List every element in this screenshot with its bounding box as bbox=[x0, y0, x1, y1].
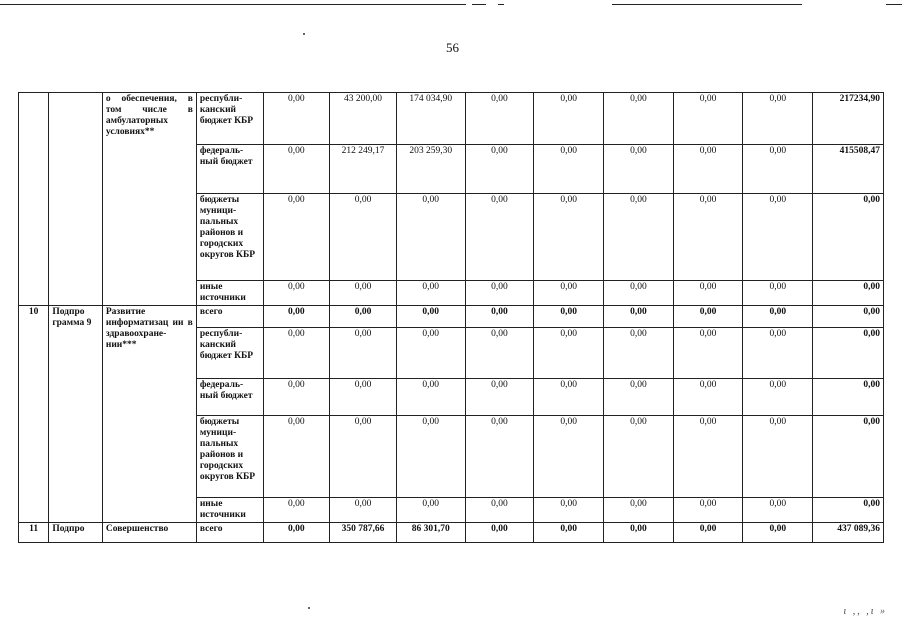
total-cell: 0,00 bbox=[813, 328, 884, 379]
value-cell: 0,00 bbox=[604, 93, 674, 145]
value-cell: 0,00 bbox=[465, 379, 534, 416]
value-cell: 0,00 bbox=[673, 379, 743, 416]
value-cell: 0,00 bbox=[534, 145, 604, 194]
value-cell: 0,00 bbox=[743, 145, 813, 194]
value-cell: 0,00 bbox=[330, 306, 397, 328]
top-rule bbox=[498, 4, 504, 5]
value-cell: 0,00 bbox=[465, 498, 534, 523]
value-cell: 0,00 bbox=[263, 145, 330, 194]
value-cell: 174 034,90 bbox=[396, 93, 465, 145]
value-cell: 0,00 bbox=[604, 306, 674, 328]
value-cell: 0,00 bbox=[534, 194, 604, 281]
top-rule bbox=[472, 4, 486, 5]
funding-source-cell: республи-канский бюджет КБР bbox=[196, 328, 263, 379]
value-cell: 0,00 bbox=[673, 93, 743, 145]
value-cell: 0,00 bbox=[673, 416, 743, 498]
footer-marks: ι ,, ,ι » bbox=[843, 606, 887, 617]
value-cell: 0,00 bbox=[604, 194, 674, 281]
value-cell: 0,00 bbox=[330, 498, 397, 523]
value-cell: 0,00 bbox=[330, 379, 397, 416]
value-cell: 0,00 bbox=[534, 93, 604, 145]
value-cell: 0,00 bbox=[743, 379, 813, 416]
value-cell: 0,00 bbox=[604, 498, 674, 523]
value-cell: 0,00 bbox=[534, 416, 604, 498]
value-cell: 0,00 bbox=[604, 328, 674, 379]
value-cell: 0,00 bbox=[396, 498, 465, 523]
value-cell: 0,00 bbox=[534, 523, 604, 543]
scan-speck bbox=[303, 33, 305, 35]
value-cell: 0,00 bbox=[465, 523, 534, 543]
value-cell: 0,00 bbox=[743, 416, 813, 498]
value-cell: 0,00 bbox=[743, 328, 813, 379]
value-cell: 0,00 bbox=[673, 523, 743, 543]
value-cell: 0,00 bbox=[330, 328, 397, 379]
value-cell: 0,00 bbox=[263, 379, 330, 416]
total-cell: 0,00 bbox=[813, 416, 884, 498]
value-cell: 0,00 bbox=[263, 498, 330, 523]
value-cell: 0,00 bbox=[743, 281, 813, 306]
total-cell: 0,00 bbox=[813, 379, 884, 416]
funding-source-cell: всего bbox=[196, 306, 263, 328]
funding-source-cell: федераль-ный бюджет bbox=[196, 145, 263, 194]
value-cell: 0,00 bbox=[673, 328, 743, 379]
value-cell: 0,00 bbox=[465, 281, 534, 306]
total-cell: 0,00 bbox=[813, 194, 884, 281]
funding-source-cell: всего bbox=[196, 523, 263, 543]
value-cell: 0,00 bbox=[604, 379, 674, 416]
value-cell: 0,00 bbox=[263, 328, 330, 379]
total-cell: 0,00 bbox=[813, 281, 884, 306]
table-row bbox=[19, 523, 884, 543]
value-cell: 0,00 bbox=[396, 379, 465, 416]
value-cell: 0,00 bbox=[263, 281, 330, 306]
value-cell: 0,00 bbox=[263, 194, 330, 281]
value-cell: 0,00 bbox=[396, 281, 465, 306]
value-cell: 0,00 bbox=[465, 93, 534, 145]
table-row bbox=[19, 93, 884, 145]
program-title-cell: о обеспечения, в том числе в амбулаторных условиях** bbox=[102, 93, 196, 306]
total-cell: 0,00 bbox=[813, 498, 884, 523]
table-row bbox=[19, 306, 884, 328]
total-cell: 415508,47 bbox=[813, 145, 884, 194]
funding-source-cell: иные источники bbox=[196, 498, 263, 523]
value-cell: 0,00 bbox=[330, 416, 397, 498]
value-cell: 43 200,00 bbox=[330, 93, 397, 145]
value-cell: 0,00 bbox=[263, 93, 330, 145]
value-cell: 0,00 bbox=[673, 145, 743, 194]
value-cell: 0,00 bbox=[673, 306, 743, 328]
value-cell: 0,00 bbox=[263, 306, 330, 328]
program-cell bbox=[49, 93, 103, 306]
value-cell: 0,00 bbox=[604, 145, 674, 194]
value-cell: 203 259,30 bbox=[396, 145, 465, 194]
funding-source-cell: бюджеты муници-пальных районов и городских округов КБР bbox=[196, 416, 263, 498]
program-title-cell: Развитие информатизац ии в здравоохране-нии*** bbox=[102, 306, 196, 523]
value-cell: 0,00 bbox=[604, 281, 674, 306]
value-cell: 0,00 bbox=[263, 523, 330, 543]
value-cell: 0,00 bbox=[396, 416, 465, 498]
value-cell: 212 249,17 bbox=[330, 145, 397, 194]
value-cell: 0,00 bbox=[673, 194, 743, 281]
value-cell: 0,00 bbox=[396, 194, 465, 281]
value-cell: 0,00 bbox=[534, 281, 604, 306]
program-title-cell: Совершенство bbox=[102, 523, 196, 543]
value-cell: 0,00 bbox=[330, 281, 397, 306]
value-cell: 0,00 bbox=[396, 328, 465, 379]
value-cell: 0,00 bbox=[534, 306, 604, 328]
funding-source-cell: республи-канский бюджет КБР bbox=[196, 93, 263, 145]
value-cell: 350 787,66 bbox=[330, 523, 397, 543]
value-cell: 0,00 bbox=[396, 306, 465, 328]
total-cell: 437 089,36 bbox=[813, 523, 884, 543]
total-cell: 217234,90 bbox=[813, 93, 884, 145]
budget-table bbox=[18, 92, 884, 543]
value-cell: 0,00 bbox=[534, 328, 604, 379]
funding-source-cell: иные источники bbox=[196, 281, 263, 306]
funding-source-cell: федераль-ный бюджет bbox=[196, 379, 263, 416]
value-cell: 0,00 bbox=[743, 194, 813, 281]
table-body bbox=[19, 93, 884, 543]
value-cell: 0,00 bbox=[534, 379, 604, 416]
top-rule bbox=[886, 4, 902, 5]
value-cell: 0,00 bbox=[465, 194, 534, 281]
value-cell: 86 301,70 bbox=[396, 523, 465, 543]
value-cell: 0,00 bbox=[263, 416, 330, 498]
value-cell: 0,00 bbox=[743, 306, 813, 328]
value-cell: 0,00 bbox=[534, 498, 604, 523]
value-cell: 0,00 bbox=[465, 145, 534, 194]
value-cell: 0,00 bbox=[465, 328, 534, 379]
value-cell: 0,00 bbox=[465, 416, 534, 498]
program-cell: Подпро грамма 9 bbox=[49, 306, 103, 523]
row-index-cell: 10 bbox=[19, 306, 49, 523]
value-cell: 0,00 bbox=[604, 416, 674, 498]
top-rule bbox=[0, 4, 466, 5]
value-cell: 0,00 bbox=[673, 498, 743, 523]
value-cell: 0,00 bbox=[604, 523, 674, 543]
value-cell: 0,00 bbox=[673, 281, 743, 306]
page-number: 56 bbox=[446, 40, 459, 55]
value-cell: 0,00 bbox=[743, 93, 813, 145]
funding-source-cell: бюджеты муници-пальных районов и городских округов КБР bbox=[196, 194, 263, 281]
value-cell: 0,00 bbox=[743, 498, 813, 523]
program-cell: Подпро bbox=[49, 523, 103, 543]
total-cell: 0,00 bbox=[813, 306, 884, 328]
value-cell: 0,00 bbox=[743, 523, 813, 543]
row-index-cell bbox=[19, 93, 49, 306]
value-cell: 0,00 bbox=[465, 306, 534, 328]
value-cell: 0,00 bbox=[330, 194, 397, 281]
top-rule bbox=[612, 4, 802, 5]
row-index-cell: 11 bbox=[19, 523, 49, 543]
scan-speck bbox=[308, 607, 310, 609]
